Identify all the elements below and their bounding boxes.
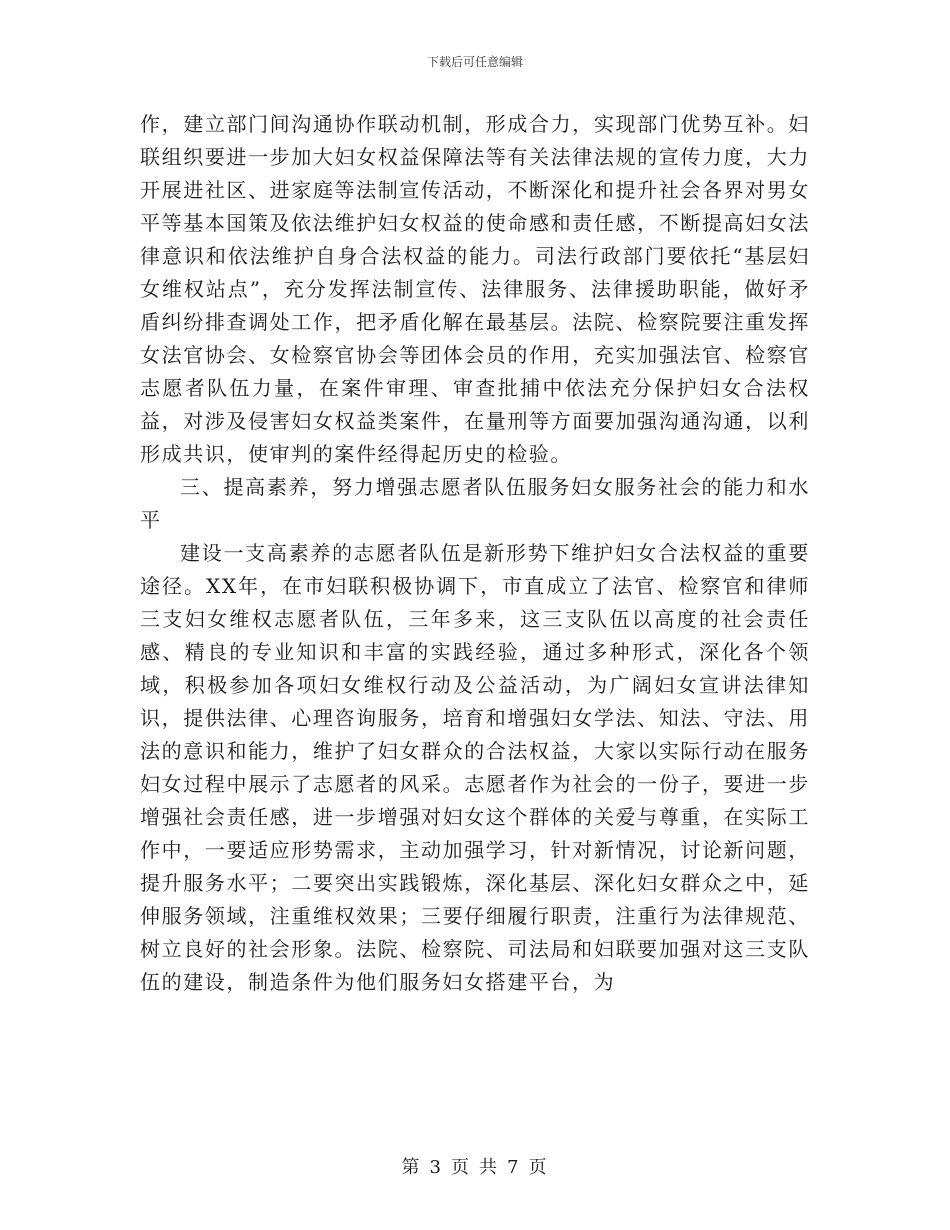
paragraph: 建设一支高素养的志愿者队伍是新形势下维护妇女合法权益的重要途径。XX年，在市妇联积极协调下，市直成立了法官、检察官和律师三支妇女维权志愿者队伍，三年多来，这三支队伍以高度的社会责任感、精良的专业知识和丰富的实践经验，通过多种形式，深化各个领域，积极参加各项妇女维权行动及公益活动，为广阔妇女宣讲法律知识，提供法律、心理咨询服务，培育和增强妇女学法、知法、守法、用法的意识和能力，维护了妇女群众的合法权益，大家以实际行动在服务妇女过程中展示了志愿者的风采。志愿者作为社会的一份子，要进一步增强社会责任感，进一步增强对妇女这个群体的关爱与尊重，在实际工作中，一要适应形势需求，主动加强学习，针对新情况，讨论新问题，提升服务水平；二要突出实践锻炼，深化基层、深化妇女群众之中，延伸服务领域，注重维权效果；三要仔细履行职责，注重行为法律规范、树立良好的社会形象。法院、检察院、司法局和妇联要加强对这三支队伍的建设，制造条件为他们服务妇女搭建平台，为 — [140, 541, 810, 994]
current-page-number: 3 — [429, 1157, 443, 1178]
total-page-number: 7 — [507, 1157, 521, 1178]
page-footer — [0, 1153, 950, 1179]
paragraph-continued: 作，建立部门间沟通协作联动机制，形成合力，实现部门优势互补。妇联组织要进一步加大妇女权益保障法等有关法律法规的宣传力度，大力开展进社区、进家庭等法制宣传活动，不断深化和提升社会各界对男女平等基本国策及依法维护妇女权益的使命感和责任感，不断提高妇女法律意识和依法维护自身合法权益的能力。司法行政部门要依托“基层妇女维权站点”，充分发挥法制宣传、法律服务、法律援助职能，做好矛盾纠纷排查调处工作，把矛盾化解在最基层。法院、检察院要注重发挥女法官协会、女检察官协会等团体会员的作用，充实加强法官、检察官志愿者队伍力量，在案件审理、审查批捕中依法充分保护妇女合法权益，对涉及侵害妇女权益类案件，在量刑等方面要加强沟通沟通，以利形成共识，使审判的案件经得起历史的检验。 — [140, 112, 810, 466]
footer-suffix: 页 — [528, 1157, 549, 1178]
footer-total-word: 共 — [479, 1157, 499, 1178]
footer-page-word: 页 — [451, 1157, 471, 1178]
section-heading: 三、提高素养，努力增强志愿者队伍服务妇女服务社会的能力和水平 — [140, 475, 810, 532]
page-header: 下载后可任意编辑 — [426, 55, 523, 69]
document-body — [140, 108, 810, 999]
footer-prefix: 第 — [401, 1157, 422, 1178]
